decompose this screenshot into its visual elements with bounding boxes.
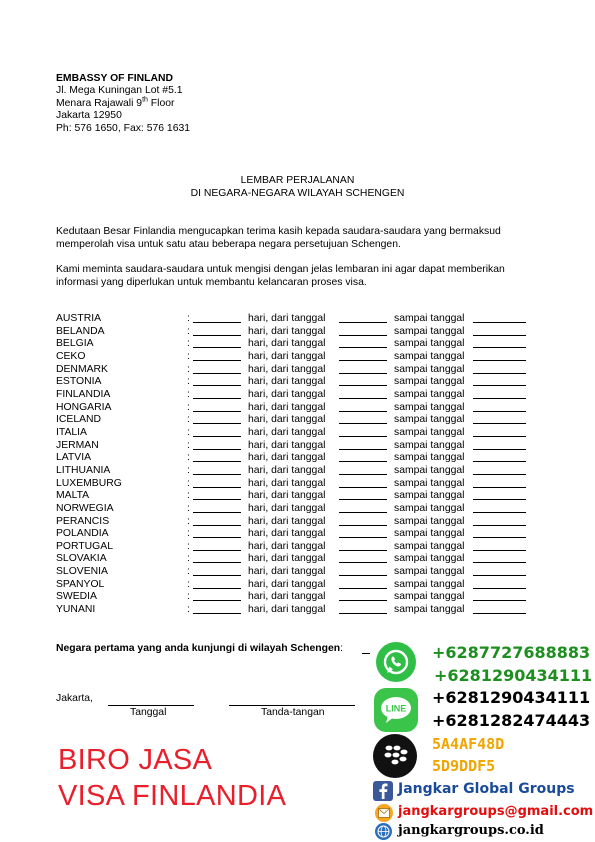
blackberry-icon	[373, 734, 417, 778]
row-colon: :	[187, 553, 190, 565]
country-name: PERANCIS	[56, 515, 110, 527]
promo-line-2: VISA FINLANDIA	[58, 780, 287, 812]
first-visit-colon: :	[340, 643, 343, 654]
days-from-label: hari, dari tanggal	[248, 540, 326, 552]
from-date-field[interactable]	[339, 591, 387, 601]
until-label: sampai tanggal	[394, 553, 465, 565]
country-row	[0, 351, 595, 364]
country-row	[0, 604, 595, 617]
row-colon: :	[187, 426, 190, 438]
until-label: sampai tanggal	[394, 350, 465, 362]
days-field[interactable]	[193, 478, 241, 488]
country-row	[0, 376, 595, 389]
until-date-field[interactable]	[473, 566, 526, 576]
country-name: JERMAN	[56, 439, 99, 451]
from-date-field[interactable]	[339, 516, 387, 526]
row-colon: :	[187, 477, 190, 489]
email-icon	[375, 804, 393, 822]
until-date-field[interactable]	[473, 528, 526, 538]
until-label: sampai tanggal	[394, 578, 465, 590]
country-name: YUNANI	[56, 604, 96, 616]
until-date-field[interactable]	[473, 503, 526, 513]
country-name: SWEDIA	[56, 591, 97, 603]
promo-text	[58, 742, 286, 814]
phone-fax-line: Ph: 576 1650, Fax: 576 1631	[56, 122, 191, 134]
country-row	[0, 553, 595, 566]
row-colon: :	[187, 515, 190, 527]
until-label: sampai tanggal	[394, 528, 465, 540]
row-colon: :	[187, 439, 190, 451]
days-from-label: hari, dari tanggal	[248, 388, 326, 400]
days-field[interactable]	[193, 351, 241, 361]
facebook-page[interactable]: Jangkar Global Groups	[398, 781, 575, 797]
from-date-field[interactable]	[339, 364, 387, 374]
until-date-field[interactable]	[473, 465, 526, 475]
country-row	[0, 364, 595, 377]
days-from-label: hari, dari tanggal	[248, 604, 326, 616]
days-field[interactable]	[193, 313, 241, 323]
until-label: sampai tanggal	[394, 502, 465, 514]
row-colon: :	[187, 578, 190, 590]
days-field[interactable]	[193, 591, 241, 601]
from-date-field[interactable]	[339, 326, 387, 336]
until-label: sampai tanggal	[394, 490, 465, 502]
row-colon: :	[187, 464, 190, 476]
days-from-label: hari, dari tanggal	[248, 325, 326, 337]
first-visit-question	[56, 643, 343, 654]
from-date-field[interactable]	[339, 465, 387, 475]
days-from-label: hari, dari tanggal	[248, 477, 326, 489]
until-label: sampai tanggal	[394, 414, 465, 426]
until-date-field[interactable]	[473, 591, 526, 601]
website-url[interactable]: jangkargroups.co.id	[398, 823, 544, 838]
until-label: sampai tanggal	[394, 363, 465, 375]
until-date-field[interactable]	[473, 376, 526, 386]
days-from-label: hari, dari tanggal	[248, 350, 326, 362]
from-date-field[interactable]	[339, 604, 387, 614]
whatsapp-number-2[interactable]: +6281290434111	[434, 666, 593, 685]
days-field[interactable]	[193, 553, 241, 563]
signature-label: Tanda-tangan	[261, 707, 325, 718]
row-colon: :	[187, 388, 190, 400]
country-row	[0, 427, 595, 440]
days-field[interactable]	[193, 326, 241, 336]
city-label: Jakarta,	[56, 693, 93, 704]
row-colon: :	[187, 338, 190, 350]
until-label: sampai tanggal	[394, 439, 465, 451]
row-colon: :	[187, 452, 190, 464]
address-line-2: Menara Rajawali 9th Floor	[56, 96, 175, 109]
title-line-1: LEMBAR PERJALANAN	[240, 175, 355, 186]
days-field[interactable]	[193, 541, 241, 551]
days-field[interactable]	[193, 604, 241, 614]
country-name: BELANDA	[56, 325, 105, 337]
days-from-label: hari, dari tanggal	[248, 528, 326, 540]
days-field[interactable]	[193, 516, 241, 526]
until-date-field[interactable]	[473, 452, 526, 462]
document-title	[0, 175, 595, 200]
country-name: SLOVENIA	[56, 566, 108, 578]
days-from-label: hari, dari tanggal	[248, 426, 326, 438]
country-name: DENMARK	[56, 363, 108, 375]
from-date-field[interactable]	[339, 427, 387, 437]
days-from-label: hari, dari tanggal	[248, 401, 326, 413]
whatsapp-icon	[376, 642, 416, 682]
from-date-field[interactable]	[339, 490, 387, 500]
from-date-field[interactable]	[339, 566, 387, 576]
facebook-icon	[373, 781, 393, 801]
title-line-2: DI NEGARA-NEGARA WILAYAH SCHENGEN	[190, 187, 405, 199]
from-date-field[interactable]	[339, 313, 387, 323]
intro-paragraph-1: Kedutaan Besar Finlandia mengucapkan terima kasih kepada saudara-saudara yang bermaksud memperolah visa untuk satu atau beberapa negara persetujuan Schengen.	[56, 226, 501, 250]
first-visit-label: Negara pertama yang anda kunjungi di wilayah Schengen	[56, 643, 341, 654]
days-field[interactable]	[193, 465, 241, 475]
row-colon: :	[187, 313, 190, 324]
from-date-field[interactable]	[339, 452, 387, 462]
whatsapp-number-1[interactable]: +6287727688883	[432, 643, 591, 662]
address-line-1: Jl. Mega Kuningan Lot #5.1	[56, 85, 183, 97]
row-colon: :	[187, 414, 190, 426]
days-from-label: hari, dari tanggal	[248, 464, 326, 476]
date-label: Tanggal	[130, 707, 167, 718]
country-name: BELGIA	[56, 338, 94, 350]
until-label: sampai tanggal	[394, 566, 465, 578]
days-from-label: hari, dari tanggal	[248, 515, 326, 527]
row-colon: :	[187, 540, 190, 552]
country-name: SPANYOL	[56, 578, 105, 590]
country-name: CEKO	[56, 350, 86, 362]
country-row	[0, 402, 595, 415]
embassy-name: EMBASSY OF FINLAND	[56, 73, 173, 84]
from-date-field[interactable]	[339, 541, 387, 551]
until-label: sampai tanggal	[394, 401, 465, 413]
days-field[interactable]	[193, 414, 241, 424]
from-date-field[interactable]	[339, 402, 387, 412]
country-row	[0, 516, 595, 529]
days-field[interactable]	[193, 364, 241, 374]
country-row	[0, 465, 595, 478]
country-row	[0, 478, 595, 491]
until-label: sampai tanggal	[394, 540, 465, 552]
row-colon: :	[187, 490, 190, 502]
days-field[interactable]	[193, 389, 241, 399]
promo-line-1: BIRO JASA	[58, 744, 213, 776]
country-name: HONGARIA	[56, 401, 112, 413]
days-from-label: hari, dari tanggal	[248, 490, 326, 502]
from-date-field[interactable]	[339, 503, 387, 513]
first-visit-field[interactable]	[362, 653, 370, 654]
country-name: POLANDIA	[56, 528, 109, 540]
row-colon: :	[187, 566, 190, 578]
until-date-field[interactable]	[473, 478, 526, 488]
row-colon: :	[187, 350, 190, 362]
country-row	[0, 440, 595, 453]
days-from-label: hari, dari tanggal	[248, 502, 326, 514]
country-row	[0, 541, 595, 554]
until-label: sampai tanggal	[394, 376, 465, 388]
line-icon	[374, 688, 418, 732]
from-date-field[interactable]	[339, 528, 387, 538]
country-name: NORWEGIA	[56, 502, 114, 514]
until-date-field[interactable]	[473, 541, 526, 551]
until-date-field[interactable]	[473, 326, 526, 336]
days-field[interactable]	[193, 427, 241, 437]
until-date-field[interactable]	[473, 490, 526, 500]
until-label: sampai tanggal	[394, 338, 465, 350]
days-from-label: hari, dari tanggal	[248, 439, 326, 451]
from-date-field[interactable]	[339, 440, 387, 450]
from-date-field[interactable]	[339, 478, 387, 488]
globe-icon	[375, 823, 392, 840]
until-label: sampai tanggal	[394, 313, 465, 324]
sender-address	[56, 73, 190, 135]
line-icon-text: LINE	[385, 703, 407, 714]
until-label: sampai tanggal	[394, 388, 465, 400]
country-row	[0, 313, 595, 326]
row-colon: :	[187, 591, 190, 603]
country-row	[0, 566, 595, 579]
until-label: sampai tanggal	[394, 452, 465, 464]
days-from-label: hari, dari tanggal	[248, 553, 326, 565]
until-date-field[interactable]	[473, 604, 526, 614]
until-label: sampai tanggal	[394, 426, 465, 438]
email-address[interactable]: jangkargroups@gmail.com	[398, 804, 594, 819]
until-date-field[interactable]	[473, 414, 526, 424]
country-name: SLOVAKIA	[56, 553, 107, 565]
country-row	[0, 414, 595, 427]
country-name: LITHUANIA	[56, 464, 111, 476]
country-name: MALTA	[56, 490, 90, 502]
country-name: ESTONIA	[56, 376, 102, 388]
from-date-field[interactable]	[339, 338, 387, 348]
days-field[interactable]	[193, 402, 241, 412]
country-name: LUXEMBURG	[56, 477, 122, 489]
intro-paragraph-2: Kami meminta saudara-saudara untuk mengisi dengan jelas lembaran ini agar dapat memberikan informasi yang diperlukan untuk membantu kelancaran proses visa.	[56, 264, 505, 288]
until-label: sampai tanggal	[394, 515, 465, 527]
country-list	[0, 313, 595, 617]
until-label: sampai tanggal	[394, 325, 465, 337]
row-colon: :	[187, 502, 190, 514]
bbm-pin-1[interactable]: 5A4AF48D	[432, 735, 505, 753]
country-row	[0, 389, 595, 402]
until-label: sampai tanggal	[394, 604, 465, 616]
days-from-label: hari, dari tanggal	[248, 313, 326, 324]
row-colon: :	[187, 528, 190, 540]
until-date-field[interactable]	[473, 440, 526, 450]
until-label: sampai tanggal	[394, 464, 465, 476]
row-colon: :	[187, 363, 190, 375]
until-label: sampai tanggal	[394, 591, 465, 603]
days-field[interactable]	[193, 528, 241, 538]
country-row	[0, 490, 595, 503]
from-date-field[interactable]	[339, 351, 387, 361]
date-field[interactable]	[108, 705, 194, 706]
line-number-1[interactable]: +6281290434111	[432, 688, 591, 707]
country-name: ICELAND	[56, 414, 102, 426]
row-colon: :	[187, 401, 190, 413]
until-date-field[interactable]	[473, 338, 526, 348]
from-date-field[interactable]	[339, 389, 387, 399]
days-from-label: hari, dari tanggal	[248, 578, 326, 590]
country-name: LATVIA	[56, 452, 92, 464]
line-number-2[interactable]: +6281282474443	[432, 711, 591, 730]
until-date-field[interactable]	[473, 389, 526, 399]
country-row	[0, 528, 595, 541]
days-field[interactable]	[193, 440, 241, 450]
days-field[interactable]	[193, 566, 241, 576]
days-from-label: hari, dari tanggal	[248, 376, 326, 388]
from-date-field[interactable]	[339, 414, 387, 424]
until-date-field[interactable]	[473, 553, 526, 563]
days-from-label: hari, dari tanggal	[248, 363, 326, 375]
days-field[interactable]	[193, 452, 241, 462]
country-name: ITALIA	[56, 426, 87, 438]
from-date-field[interactable]	[339, 579, 387, 589]
signature-field[interactable]	[229, 705, 355, 706]
row-colon: :	[187, 604, 190, 616]
until-date-field[interactable]	[473, 351, 526, 361]
days-field[interactable]	[193, 376, 241, 386]
until-date-field[interactable]	[473, 313, 526, 323]
country-row	[0, 326, 595, 339]
until-date-field[interactable]	[473, 402, 526, 412]
until-date-field[interactable]	[473, 427, 526, 437]
days-field[interactable]	[193, 490, 241, 500]
days-from-label: hari, dari tanggal	[248, 591, 326, 603]
country-name: AUSTRIA	[56, 313, 102, 324]
days-from-label: hari, dari tanggal	[248, 414, 326, 426]
from-date-field[interactable]	[339, 376, 387, 386]
address-line-3: Jakarta 12950	[56, 110, 122, 122]
row-colon: :	[187, 325, 190, 337]
days-from-label: hari, dari tanggal	[248, 338, 326, 350]
country-name: PORTUGAL	[56, 540, 113, 552]
days-from-label: hari, dari tanggal	[248, 566, 326, 578]
until-date-field[interactable]	[473, 364, 526, 374]
until-date-field[interactable]	[473, 516, 526, 526]
until-date-field[interactable]	[473, 579, 526, 589]
country-row	[0, 591, 595, 604]
row-colon: :	[187, 376, 190, 388]
country-row	[0, 579, 595, 592]
days-field[interactable]	[193, 338, 241, 348]
from-date-field[interactable]	[339, 553, 387, 563]
contact-ad	[370, 640, 595, 840]
country-name: FINLANDIA	[56, 388, 111, 400]
bbm-pin-2[interactable]: 5D9DDF5	[432, 757, 496, 775]
country-row	[0, 452, 595, 465]
country-row	[0, 338, 595, 351]
days-field[interactable]	[193, 503, 241, 513]
days-from-label: hari, dari tanggal	[248, 452, 326, 464]
until-label: sampai tanggal	[394, 477, 465, 489]
days-field[interactable]	[193, 579, 241, 589]
country-row	[0, 503, 595, 516]
